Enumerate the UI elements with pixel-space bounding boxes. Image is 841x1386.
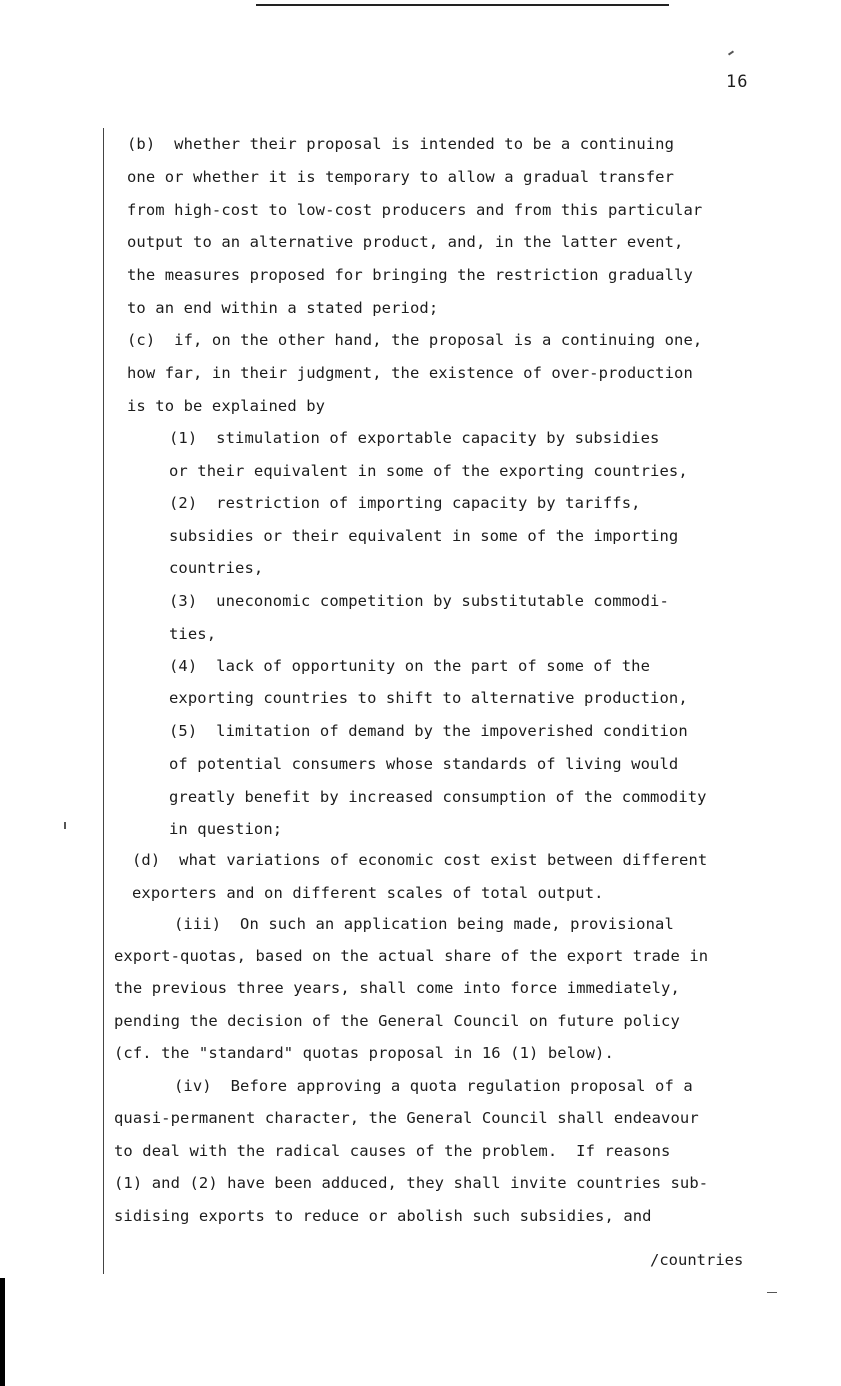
text-line: (iv) Before approving a quota regulation proposal of a (174, 1077, 693, 1095)
top-rule (256, 4, 669, 6)
text-line: subsidies or their equivalent in some of the importing (169, 527, 679, 545)
text-line: (iii) On such an application being made, provisional (174, 915, 674, 933)
text-line: exporting countries to shift to alternative production, (169, 689, 688, 707)
text-line: (3) uneconomic competition by substitutable commodi- (169, 592, 669, 610)
text-line: ties, (169, 625, 217, 643)
text-line: how far, in their judgment, the existence of over-production (127, 364, 693, 382)
scan-mark (767, 1292, 777, 1293)
text-line: is to be explained by (127, 397, 326, 415)
text-line: countries, (169, 559, 264, 577)
text-line: pending the decision of the General Council on future policy (114, 1012, 680, 1030)
scan-mark (728, 50, 734, 55)
text-line: sidising exports to reduce or abolish such subsidies, and (114, 1207, 652, 1225)
catchword: /countries (650, 1251, 744, 1269)
text-line: output to an alternative product, and, in the latter event, (127, 233, 684, 251)
text-line: or their equivalent in some of the exporting countries, (169, 462, 688, 480)
text-line: (cf. the "standard" quotas proposal in 16 (1) below). (114, 1044, 614, 1062)
text-line: export-quotas, based on the actual share of the export trade in (114, 947, 709, 965)
text-line: (1) stimulation of exportable capacity by subsidies (169, 429, 660, 447)
text-line: (b) whether their proposal is intended to be a continuing (127, 135, 675, 153)
text-line: to an end within a stated period; (127, 299, 439, 317)
text-line: quasi-permanent character, the General Council shall endeavour (114, 1109, 699, 1127)
text-line: (4) lack of opportunity on the part of some of the (169, 657, 651, 675)
left-margin-rule (103, 128, 104, 1274)
text-line: from high-cost to low-cost producers and from this particular (127, 201, 703, 219)
text-line: one or whether it is temporary to allow a gradual transfer (127, 168, 675, 186)
text-line: exporters and on different scales of total output. (132, 884, 604, 902)
text-line: the previous three years, shall come into force immediately, (114, 979, 680, 997)
scan-mark (64, 822, 66, 829)
page-number: 16 (726, 72, 749, 92)
text-line: (1) and (2) have been adduced, they shall invite countries sub- (114, 1174, 709, 1192)
text-line: to deal with the radical causes of the problem. If reasons (114, 1142, 671, 1160)
scan-edge-bar (0, 1278, 5, 1386)
text-line: (5) limitation of demand by the impoverished condition (169, 722, 688, 740)
text-line: (c) if, on the other hand, the proposal is a continuing one, (127, 331, 703, 349)
text-line: in question; (169, 820, 283, 838)
text-line: greatly benefit by increased consumption of the commodity (169, 788, 707, 806)
text-line: of potential consumers whose standards of living would (169, 755, 679, 773)
text-line: (d) what variations of economic cost exist between different (132, 851, 708, 869)
text-line: the measures proposed for bringing the restriction gradually (127, 266, 693, 284)
text-line: (2) restriction of importing capacity by tariffs, (169, 494, 641, 512)
